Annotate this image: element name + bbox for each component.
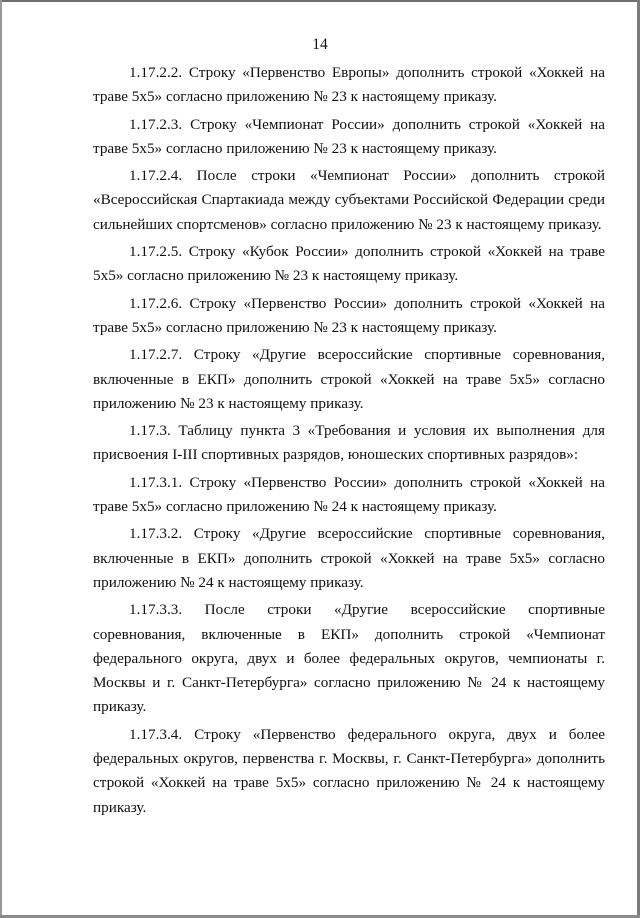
- document-body: [93, 61, 605, 823]
- paragraph-1-17-3-1: 1.17.3.1. Строку «Первенство России» дополнить строкой «Хоккей на траве 5x5» согласно приложению № 24 к настоящему приказу.: [93, 473, 605, 516]
- paragraph-1-17-3: 1.17.3. Таблицу пункта 3 «Требования и условия их выполнения для присвоения I-III спортивных разрядов, юношеских спортивных разрядов»:: [93, 422, 605, 464]
- scan-border-left: [0, 0, 2, 918]
- paragraph-1-17-2-4: 1.17.2.4. После строки «Чемпионат России» дополнить строкой «Всероссийская Спартакиада между субъектами Российской Федерации среди сильнейших спортсменов» согласно приложению № 23 к настоящему приказу.: [93, 167, 605, 233]
- paragraph-1-17-2-6: 1.17.2.6. Строку «Первенство России» дополнить строкой «Хоккей на траве 5x5» согласно приложению № 23 к настоящему приказу.: [93, 294, 605, 336]
- paragraph-1-17-2-3: 1.17.2.3. Строку «Чемпионат России» дополнить строкой «Хоккей на траве 5x5» согласно приложению № 23 к настоящему приказу.: [93, 115, 605, 157]
- paragraph-1-17-3-3: 1.17.3.3. После строки «Другие всероссийские спортивные соревнования, включенные в ЕКП» дополнить строкой «Чемпионат федерального округа, двух и более федеральных округов, чемпионаты г. Москвы и г. Санкт-Петербурга» согласно приложению № 24 к настоящему приказу.: [93, 601, 605, 716]
- paragraph-1-17-3-4: 1.17.3.4. Строку «Первенство федерального округа, двух и более федеральных округов, первенства г. Москвы, г. Санкт-Петербурга» дополнить строкой «Хоккей на траве 5x5» согласно приложению № 24 к настоящему приказу.: [93, 725, 605, 816]
- page-number: 14: [312, 36, 328, 53]
- paragraph-1-17-2-7: 1.17.2.7. Строку «Другие всероссийские спортивные соревнования, включенные в ЕКП» дополнить строкой «Хоккей на траве 5x5» согласно приложению № 23 к настоящему приказу.: [93, 346, 605, 412]
- paragraph-1-17-2-2: 1.17.2.2. Строку «Первенство Европы» дополнить строкой «Хоккей на траве 5x5» согласно приложению № 23 к настоящему приказу.: [93, 64, 605, 106]
- paragraph-1-17-3-2: 1.17.3.2. Строку «Другие всероссийские спортивные соревнования, включенные в ЕКП» дополнить строкой «Хоккей на траве 5x5» согласно приложению № 24 к настоящему приказу.: [93, 525, 605, 591]
- paragraph-1-17-2-5: 1.17.2.5. Строку «Кубок России» дополнить строкой «Хоккей на траве 5x5» согласно приложению № 23 к настоящему приказу.: [93, 243, 605, 285]
- scan-border-top: [0, 0, 640, 2]
